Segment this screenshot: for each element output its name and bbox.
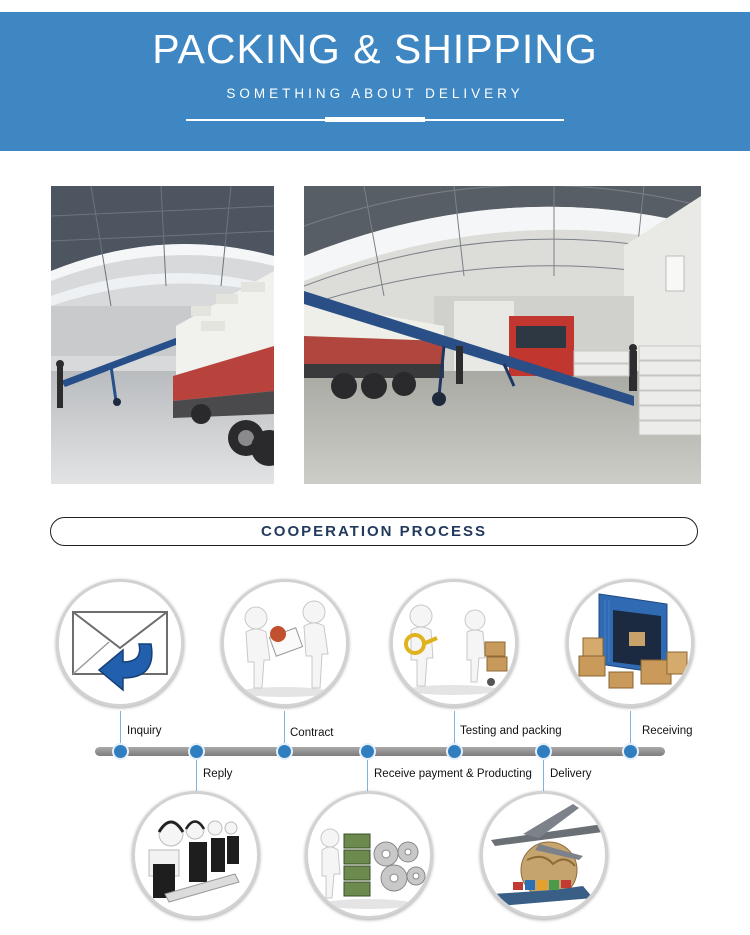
timeline-dot-inquiry <box>112 743 129 760</box>
page-title: PACKING & SHIPPING <box>152 26 598 72</box>
timeline-dot-contract <box>276 743 293 760</box>
step-receiving: Receiving <box>642 725 693 737</box>
payment-producing-icon <box>305 791 433 919</box>
step-inquiry: Inquiry <box>127 725 162 737</box>
warehouse-photo-right <box>304 186 701 484</box>
contract-handshake-icon <box>221 579 349 707</box>
timeline-dot-delivery <box>535 743 552 760</box>
delivery-globe-icon <box>480 791 608 919</box>
receiving-container-icon <box>566 579 694 707</box>
reply-call-center-icon <box>132 791 260 919</box>
process-timeline-bar <box>95 747 665 756</box>
step-contract: Contract <box>290 727 334 739</box>
step-delivery: Delivery <box>550 768 592 780</box>
warehouse-photo-left <box>51 186 274 484</box>
timeline-dot-testing <box>446 743 463 760</box>
payment-stem <box>367 756 368 792</box>
timeline-dot-reply <box>188 743 205 760</box>
step-testing-packing: Testing and packing <box>460 725 562 737</box>
step-reply: Reply <box>203 768 233 780</box>
page-subtitle: SOMETHING ABOUT DELIVERY <box>226 86 524 101</box>
step-receive-payment: Receive payment & Producting <box>374 768 532 780</box>
timeline-dot-receiving <box>622 743 639 760</box>
testing-packing-icon <box>390 579 518 707</box>
header-divider-accent <box>325 117 425 122</box>
delivery-stem <box>543 756 544 792</box>
timeline-dot-payment <box>359 743 376 760</box>
reply-stem <box>196 756 197 792</box>
cooperation-process-label: COOPERATION PROCESS <box>260 523 488 540</box>
inquiry-envelope-icon <box>56 579 184 707</box>
